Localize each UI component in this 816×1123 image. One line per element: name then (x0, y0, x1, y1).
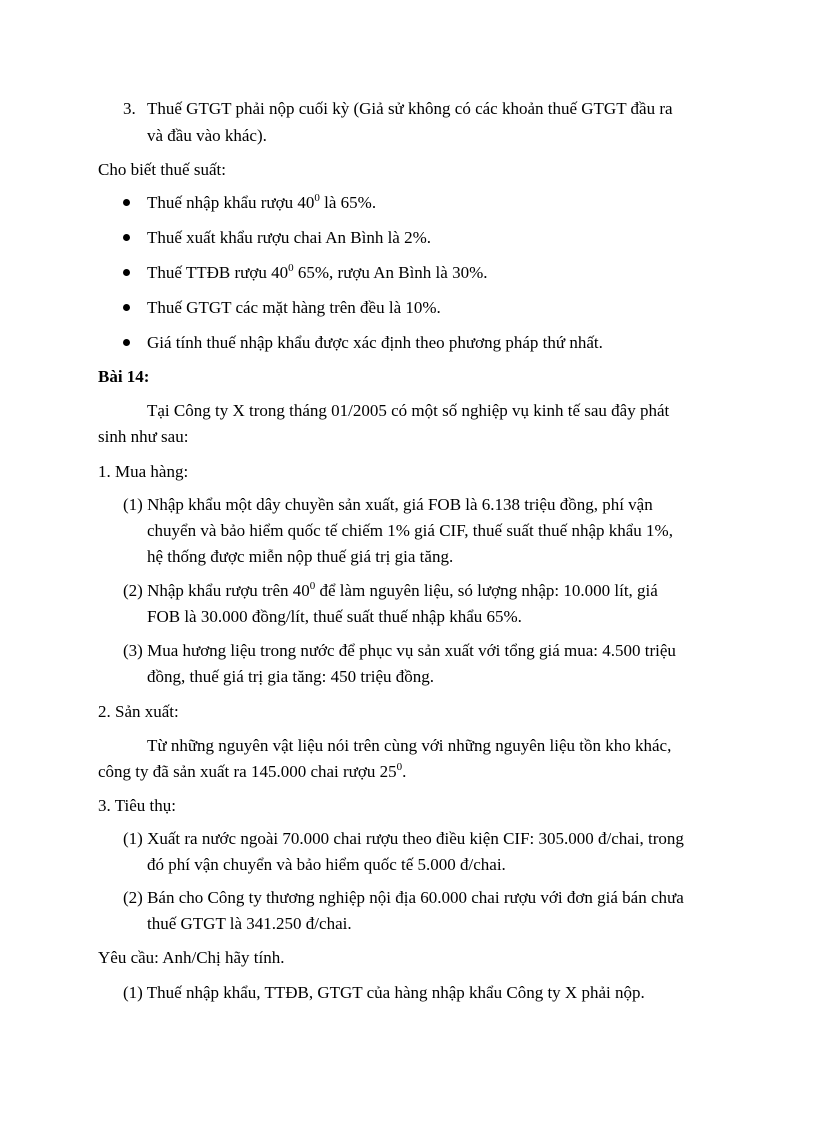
item-text-line: Thuế GTGT phải nộp cuối kỳ (Giả sử không có các khoản thuế GTGT đầu ra (147, 99, 673, 118)
purchase-item-line: (2) Nhập khẩu rượu trên $40^0$ để làm nguyên liệu, só lượng nhập: 10.000 lít, giá (123, 580, 658, 600)
tax-rate-item: Thuế nhập khẩu rượu $40^0$ là 65%. (147, 192, 377, 212)
production-line: công ty đã sản xuất ra 145.000 chai rượu $25^0$. (98, 761, 407, 781)
bullet-icon (123, 199, 130, 206)
requirement-item: (1) Thuế nhập khẩu, TTĐB, GTGT của hàng nhập khẩu Công ty X phải nộp. (123, 983, 645, 1002)
purchase-heading: 1. Mua hàng: (98, 462, 189, 481)
bullet-icon (123, 269, 130, 276)
consumption-heading: 3. Tiêu thụ: (98, 796, 176, 815)
purchase-item-line: hệ thống được miễn nộp thuế giá trị gia tăng. (147, 547, 454, 566)
production-line: Từ những nguyên vật liệu nói trên cùng với những nguyên liệu tồn kho khác, (147, 736, 672, 755)
exercise-title: Bài 14: (98, 367, 150, 386)
consumption-item-line: (1) Xuất ra nước ngoài 70.000 chai rượu theo điều kiện CIF: 305.000 đ/chai, trong (123, 829, 684, 848)
tax-rate-item: Thuế GTGT các mặt hàng trên đều là 10%. (147, 298, 441, 317)
item-number: 3. (123, 99, 136, 118)
requirements-heading: Yêu cầu: Anh/Chị hãy tính. (98, 948, 285, 967)
consumption-item-line: thuế GTGT là 341.250 đ/chai. (147, 914, 352, 933)
bullet-icon (123, 234, 130, 241)
purchase-item-line: (3) Mua hương liệu trong nước để phục vụ sản xuất với tổng giá mua: 4.500 triệu (123, 641, 676, 660)
tax-rates-heading: Cho biết thuế suất: (98, 160, 226, 179)
production-heading: 2. Sản xuất: (98, 702, 179, 721)
purchase-item-line: chuyển và bảo hiểm quốc tế chiếm 1% giá CIF, thuế suất thuế nhập khẩu 1%, (147, 521, 673, 540)
purchase-item-line: đồng, thuế giá trị gia tăng: 450 triệu đồng. (147, 667, 435, 686)
exercise-intro-line: sinh như sau: (98, 427, 189, 446)
exercise-intro-line: Tại Công ty X trong tháng 01/2005 có một số nghiệp vụ kinh tế sau đây phát (147, 401, 670, 420)
purchase-item-line: (1) Nhập khẩu một dây chuyền sản xuất, giá FOB là 6.138 triệu đồng, phí vận (123, 495, 653, 514)
bullet-icon (123, 339, 130, 346)
tax-rate-item: Thuế TTĐB rượu $40^0$ 65%, rượu An Bình là 30%. (147, 262, 488, 282)
purchase-item-line: FOB là 30.000 đồng/lít, thuế suất thuế nhập khẩu 65%. (147, 607, 522, 626)
tax-rate-item: Thuế xuất khẩu rượu chai An Bình là 2%. (147, 228, 432, 247)
consumption-item-line: (2) Bán cho Công ty thương nghiệp nội địa 60.000 chai rượu với đơn giá bán chưa (123, 888, 684, 907)
bullet-icon (123, 304, 130, 311)
tax-rate-item: Giá tính thuế nhập khẩu được xác định theo phương pháp thứ nhất. (147, 333, 603, 352)
item-text-line: và đầu vào khác). (147, 126, 267, 145)
consumption-item-line: đó phí vận chuyển và bảo hiểm quốc tế 5.000 đ/chai. (147, 855, 506, 874)
